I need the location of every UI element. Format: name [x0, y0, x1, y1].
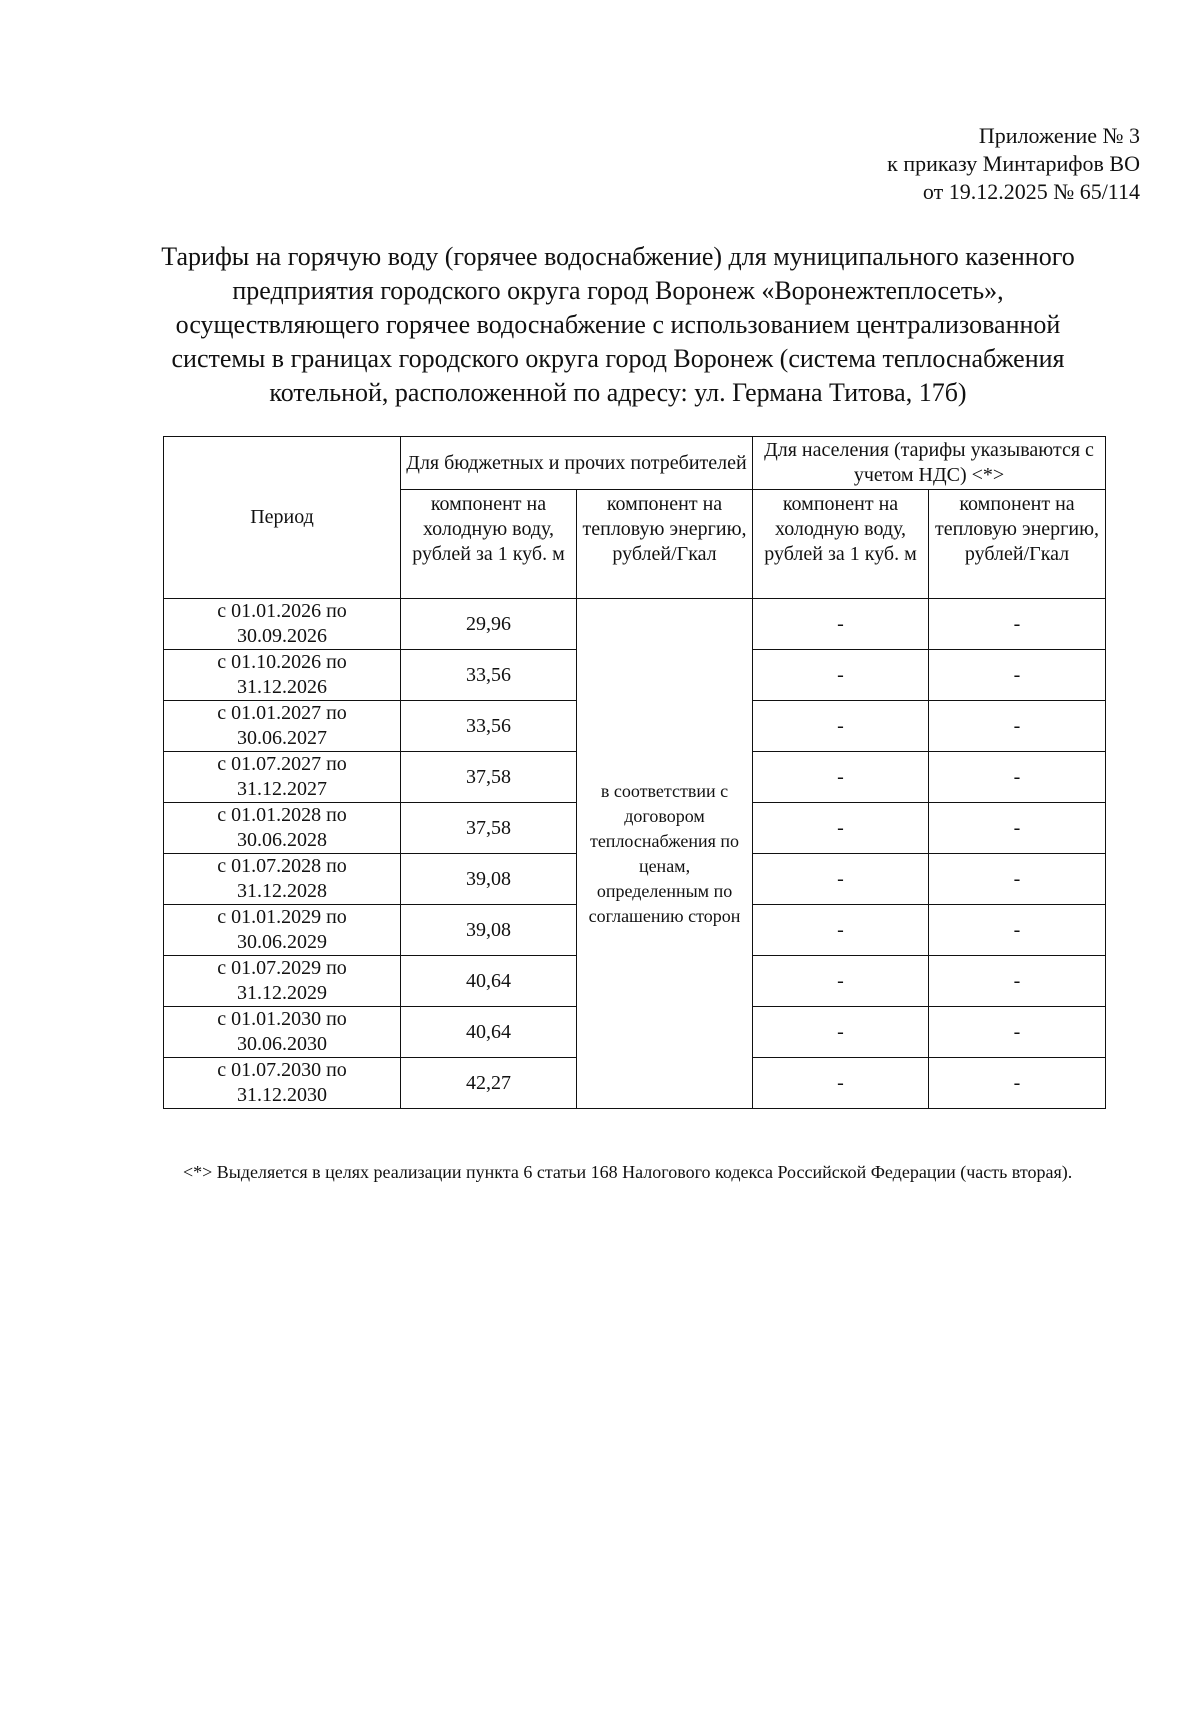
- title-line: Тарифы на горячую воду (горячее водоснабжение) для муниципального казенного: [161, 242, 1075, 271]
- title-line: котельной, расположенной по адресу: ул. Германа Титова, 17б): [269, 378, 967, 407]
- period-end: 30.09.2026: [237, 625, 327, 647]
- period-start: с 01.01.2030 по: [217, 1008, 347, 1030]
- period-end: 30.06.2027: [237, 727, 327, 749]
- budget-cold-water-value: 39,08: [401, 854, 577, 905]
- appendix-reference: [887, 122, 1140, 206]
- period-start: с 01.01.2029 по: [217, 906, 347, 928]
- period-start: с 01.07.2028 по: [217, 855, 347, 877]
- footnote-text: <*> Выделяется в целях реализации пункта 6 статьи 168 Налогового кодекса Российской Федерации (часть вторая).: [183, 1162, 1073, 1182]
- budget-cold-water-value: 29,96: [401, 599, 577, 650]
- footnote: [163, 1158, 1143, 1186]
- budget-cold-water-value: 37,58: [401, 752, 577, 803]
- population-cold-water-value: -: [753, 752, 929, 803]
- period-cell: [164, 752, 401, 803]
- population-heat-energy-value: -: [929, 1058, 1106, 1109]
- appendix-order-date: от 19.12.2025 № 65/114: [922, 179, 1140, 204]
- population-cold-water-value: -: [753, 1007, 929, 1058]
- title-line: осуществляющего горячее водоснабжение с использованием централизованной: [175, 310, 1061, 339]
- population-cold-water-value: -: [753, 701, 929, 752]
- population-cold-water-value: -: [753, 1058, 929, 1109]
- population-cold-water-value: -: [753, 803, 929, 854]
- period-start: с 01.07.2027 по: [217, 753, 347, 775]
- budget-heat-energy-header: компонент на тепловую энергию, рублей/Гкал: [577, 490, 753, 599]
- appendix-order-name: к приказу Минтарифов ВО: [887, 151, 1140, 176]
- title-line: системы в границах городского округа город Воронеж (система теплоснабжения: [171, 344, 1065, 373]
- budget-cold-water-value: 40,64: [401, 1007, 577, 1058]
- period-start: с 01.01.2027 по: [217, 702, 347, 724]
- period-end: 31.12.2027: [237, 778, 327, 800]
- budget-consumers-header: Для бюджетных и прочих потребителей: [401, 437, 753, 490]
- period-cell: [164, 956, 401, 1007]
- budget-cold-water-value: 39,08: [401, 905, 577, 956]
- budget-cold-water-value: 42,27: [401, 1058, 577, 1109]
- tariff-table: [163, 436, 1106, 1109]
- population-cold-water-value: -: [753, 854, 929, 905]
- budget-cold-water-header: компонент на холодную воду, рублей за 1 куб. м: [401, 490, 577, 599]
- population-heat-energy-value: -: [929, 905, 1106, 956]
- period-start: с 01.07.2029 по: [217, 957, 347, 979]
- period-cell: [164, 1058, 401, 1109]
- period-end: 31.12.2026: [237, 676, 327, 698]
- document-title: [118, 240, 1118, 410]
- period-start: с 01.01.2028 по: [217, 804, 347, 826]
- table-row: [164, 599, 1106, 650]
- period-start: с 01.07.2030 по: [217, 1059, 347, 1081]
- population-cold-water-value: -: [753, 905, 929, 956]
- budget-cold-water-value: 33,56: [401, 701, 577, 752]
- population-heat-energy-header: компонент на тепловую энергию, рублей/Гкал: [929, 490, 1106, 599]
- period-cell: [164, 854, 401, 905]
- population-heat-energy-value: -: [929, 854, 1106, 905]
- population-heat-energy-value: -: [929, 803, 1106, 854]
- population-heat-energy-value: -: [929, 956, 1106, 1007]
- budget-cold-water-value: 37,58: [401, 803, 577, 854]
- period-cell: [164, 905, 401, 956]
- population-cold-water-value: -: [753, 956, 929, 1007]
- budget-heat-energy-note: в соответствии с договором теплоснабжения по ценам, определенным по соглашению сторон: [577, 599, 753, 1109]
- population-cold-water-value: -: [753, 599, 929, 650]
- population-cold-water-header: компонент на холодную воду, рублей за 1 куб. м: [753, 490, 929, 599]
- title-line: предприятия городского округа город Воронеж «Воронежтеплосеть»,: [232, 276, 1004, 305]
- period-end: 31.12.2028: [237, 880, 327, 902]
- tariff-table-body: [164, 599, 1106, 1109]
- budget-cold-water-value: 40,64: [401, 956, 577, 1007]
- period-end: 30.06.2030: [237, 1033, 327, 1055]
- period-end: 30.06.2029: [237, 931, 327, 953]
- period-cell: [164, 701, 401, 752]
- population-header: Для населения (тарифы указываются с учетом НДС) <*>: [753, 437, 1106, 490]
- period-end: 30.06.2028: [237, 829, 327, 851]
- period-cell: [164, 599, 401, 650]
- period-end: 31.12.2030: [237, 1084, 327, 1106]
- population-cold-water-value: -: [753, 650, 929, 701]
- budget-cold-water-value: 33,56: [401, 650, 577, 701]
- population-heat-energy-value: -: [929, 701, 1106, 752]
- population-heat-energy-value: -: [929, 752, 1106, 803]
- period-end: 31.12.2029: [237, 982, 327, 1004]
- population-heat-energy-value: -: [929, 1007, 1106, 1058]
- population-heat-energy-value: -: [929, 599, 1106, 650]
- period-header: Период: [164, 437, 401, 599]
- appendix-number: Приложение № 3: [978, 123, 1140, 148]
- population-heat-energy-value: -: [929, 650, 1106, 701]
- period-start: с 01.10.2026 по: [217, 651, 347, 673]
- period-cell: [164, 1007, 401, 1058]
- period-cell: [164, 650, 401, 701]
- period-cell: [164, 803, 401, 854]
- period-start: с 01.01.2026 по: [217, 600, 347, 622]
